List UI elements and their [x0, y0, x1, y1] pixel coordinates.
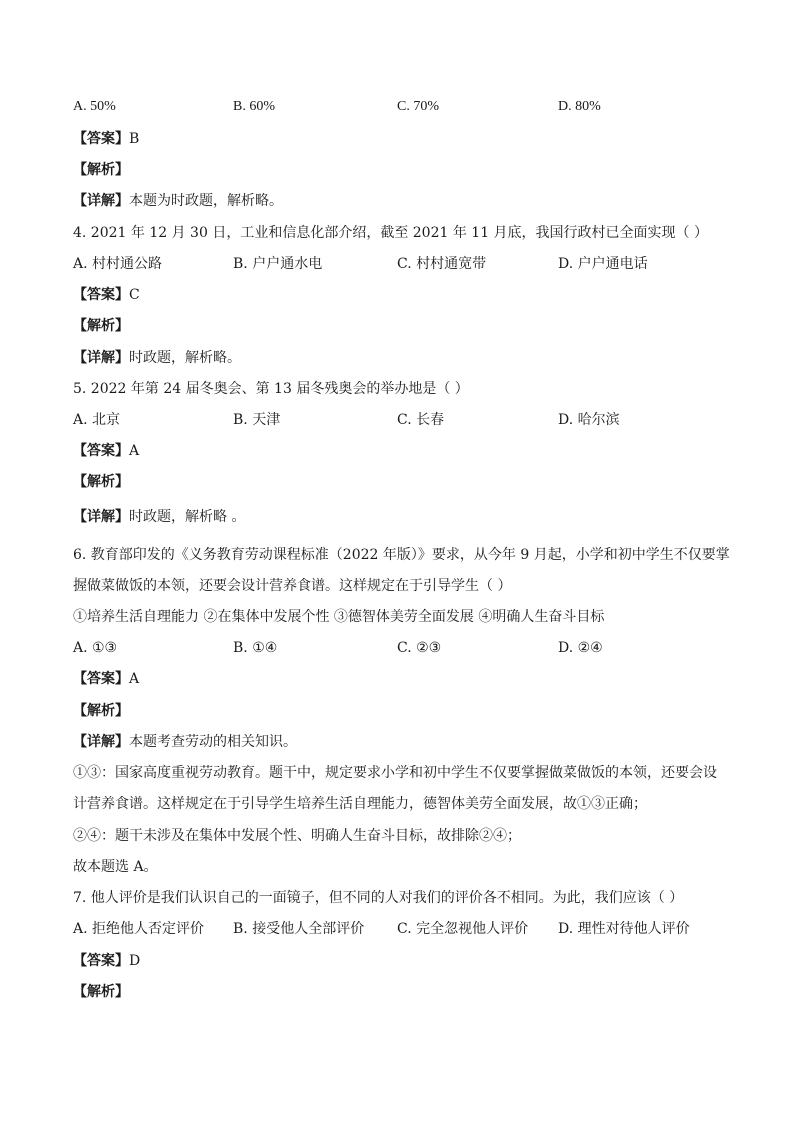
q7-options [73, 920, 733, 938]
q3-option-a: A. 50% [73, 99, 116, 114]
q6-statements: ①培养生活自理能力 ②在集体中发展个性 ③德智体美劳全面发展 ④明确人生奋斗目标 [73, 609, 605, 625]
q3-analysis [73, 161, 129, 179]
q4-analysis [73, 317, 129, 335]
q5-option-b: B. 天津 [233, 412, 281, 428]
q7-option-b: B. 接受他人全部评价 [233, 921, 365, 937]
q5-stem: 5. 2022 年第 24 届冬奥会、第 13 届冬残奥会的举办地是（ ） [73, 381, 469, 397]
q6-detail [73, 733, 297, 751]
detail-text: 本题为时政题，解析略。 [129, 193, 283, 209]
detail-text: 时政题，解析略 。 [129, 509, 246, 525]
q6-options [73, 639, 733, 657]
analysis-label: 【解析】 [73, 984, 129, 1000]
q5-detail [73, 508, 245, 526]
q6-answer [73, 670, 139, 688]
q6-explain-line-1: ①③：国家高度重视劳动教育。题干中，规定要求小学和初中学生不仅要掌握做菜做饭的本领，还要会设 [73, 765, 717, 781]
answer-value: A [129, 671, 140, 687]
answer-label: 【答案】 [73, 953, 129, 969]
q4-detail [73, 349, 241, 367]
analysis-label: 【解析】 [73, 703, 129, 719]
answer-value: A [129, 443, 140, 459]
q6-option-c: C. ②③ [397, 640, 442, 656]
q6-option-a: A. ①③ [73, 640, 118, 656]
q4-option-c: C. 村村通宽带 [397, 256, 487, 272]
detail-label: 【详解】 [73, 509, 129, 525]
q3-option-b: B. 60% [233, 99, 275, 114]
detail-label: 【详解】 [73, 193, 129, 209]
analysis-label: 【解析】 [73, 474, 129, 490]
detail-text: 本题考查劳动的相关知识。 [129, 734, 297, 750]
q7-option-a: A. 拒绝他人否定评价 [73, 921, 205, 937]
q6-analysis [73, 702, 129, 720]
q6-explain-line-3: ②④：题干未涉及在集体中发展个性、明确人生奋斗目标，故排除②④； [73, 828, 521, 844]
answer-value: C [129, 287, 140, 303]
q5-options [73, 411, 733, 429]
q4-answer [73, 286, 140, 304]
q4-options [73, 255, 733, 273]
q6-option-d: D. ②④ [558, 640, 603, 656]
detail-text: 时政题，解析略。 [129, 350, 241, 366]
analysis-label: 【解析】 [73, 162, 129, 178]
answer-label: 【答案】 [73, 443, 129, 459]
q4-stem: 4. 2021 年 12 月 30 日，工业和信息化部介绍，截至 2021 年 11 月底，我国行政村已全面实现（ ） [73, 225, 709, 241]
q5-analysis [73, 473, 129, 491]
detail-label: 【详解】 [73, 350, 129, 366]
q7-analysis [73, 983, 129, 1001]
detail-label: 【详解】 [73, 734, 129, 750]
q6-stem-line-1: 6. 教育部印发的《义务教育劳动课程标准（2022 年版）》要求，从今年 9 月起，小学和初中学生不仅要掌 [73, 547, 730, 563]
answer-value: D [129, 953, 141, 969]
q7-answer [73, 952, 140, 970]
q4-option-b: B. 户户通水电 [233, 256, 323, 272]
q5-option-d: D. 哈尔滨 [558, 412, 620, 428]
answer-label: 【答案】 [73, 131, 129, 147]
analysis-label: 【解析】 [73, 318, 129, 334]
q5-option-c: C. 长春 [397, 412, 445, 428]
q3-option-d: D. 80% [558, 99, 601, 114]
q3-option-c: C. 70% [397, 99, 439, 114]
q6-explain-line-2: 计营养食谱。这样规定在于引导学生培养生活自理能力，德智体美劳全面发展，故①③正确； [73, 796, 647, 812]
answer-label: 【答案】 [73, 671, 129, 687]
q6-option-b: B. ①④ [233, 640, 278, 656]
q3-answer [73, 130, 139, 148]
q4-option-d: D. 户户通电话 [558, 256, 648, 272]
answer-label: 【答案】 [73, 287, 129, 303]
q5-answer [73, 442, 139, 460]
answer-value: B [129, 131, 140, 147]
q3-options [73, 98, 733, 116]
q4-option-a: A. 村村通公路 [73, 256, 163, 272]
q5-option-a: A. 北京 [73, 412, 121, 428]
q7-stem: 7. 他人评价是我们认识自己的一面镜子，但不同的人对我们的评价各不相同。为此，我们应该（ ） [73, 890, 684, 906]
q3-detail [73, 192, 283, 210]
q6-conclusion: 故本题选 A。 [73, 859, 158, 875]
q7-option-d: D. 理性对待他人评价 [558, 921, 690, 937]
q7-option-c: C. 完全忽视他人评价 [397, 921, 529, 937]
q6-stem-line-2: 握做菜做饭的本领，还要会设计营养食谱。这样规定在于引导学生（ ） [73, 578, 512, 594]
